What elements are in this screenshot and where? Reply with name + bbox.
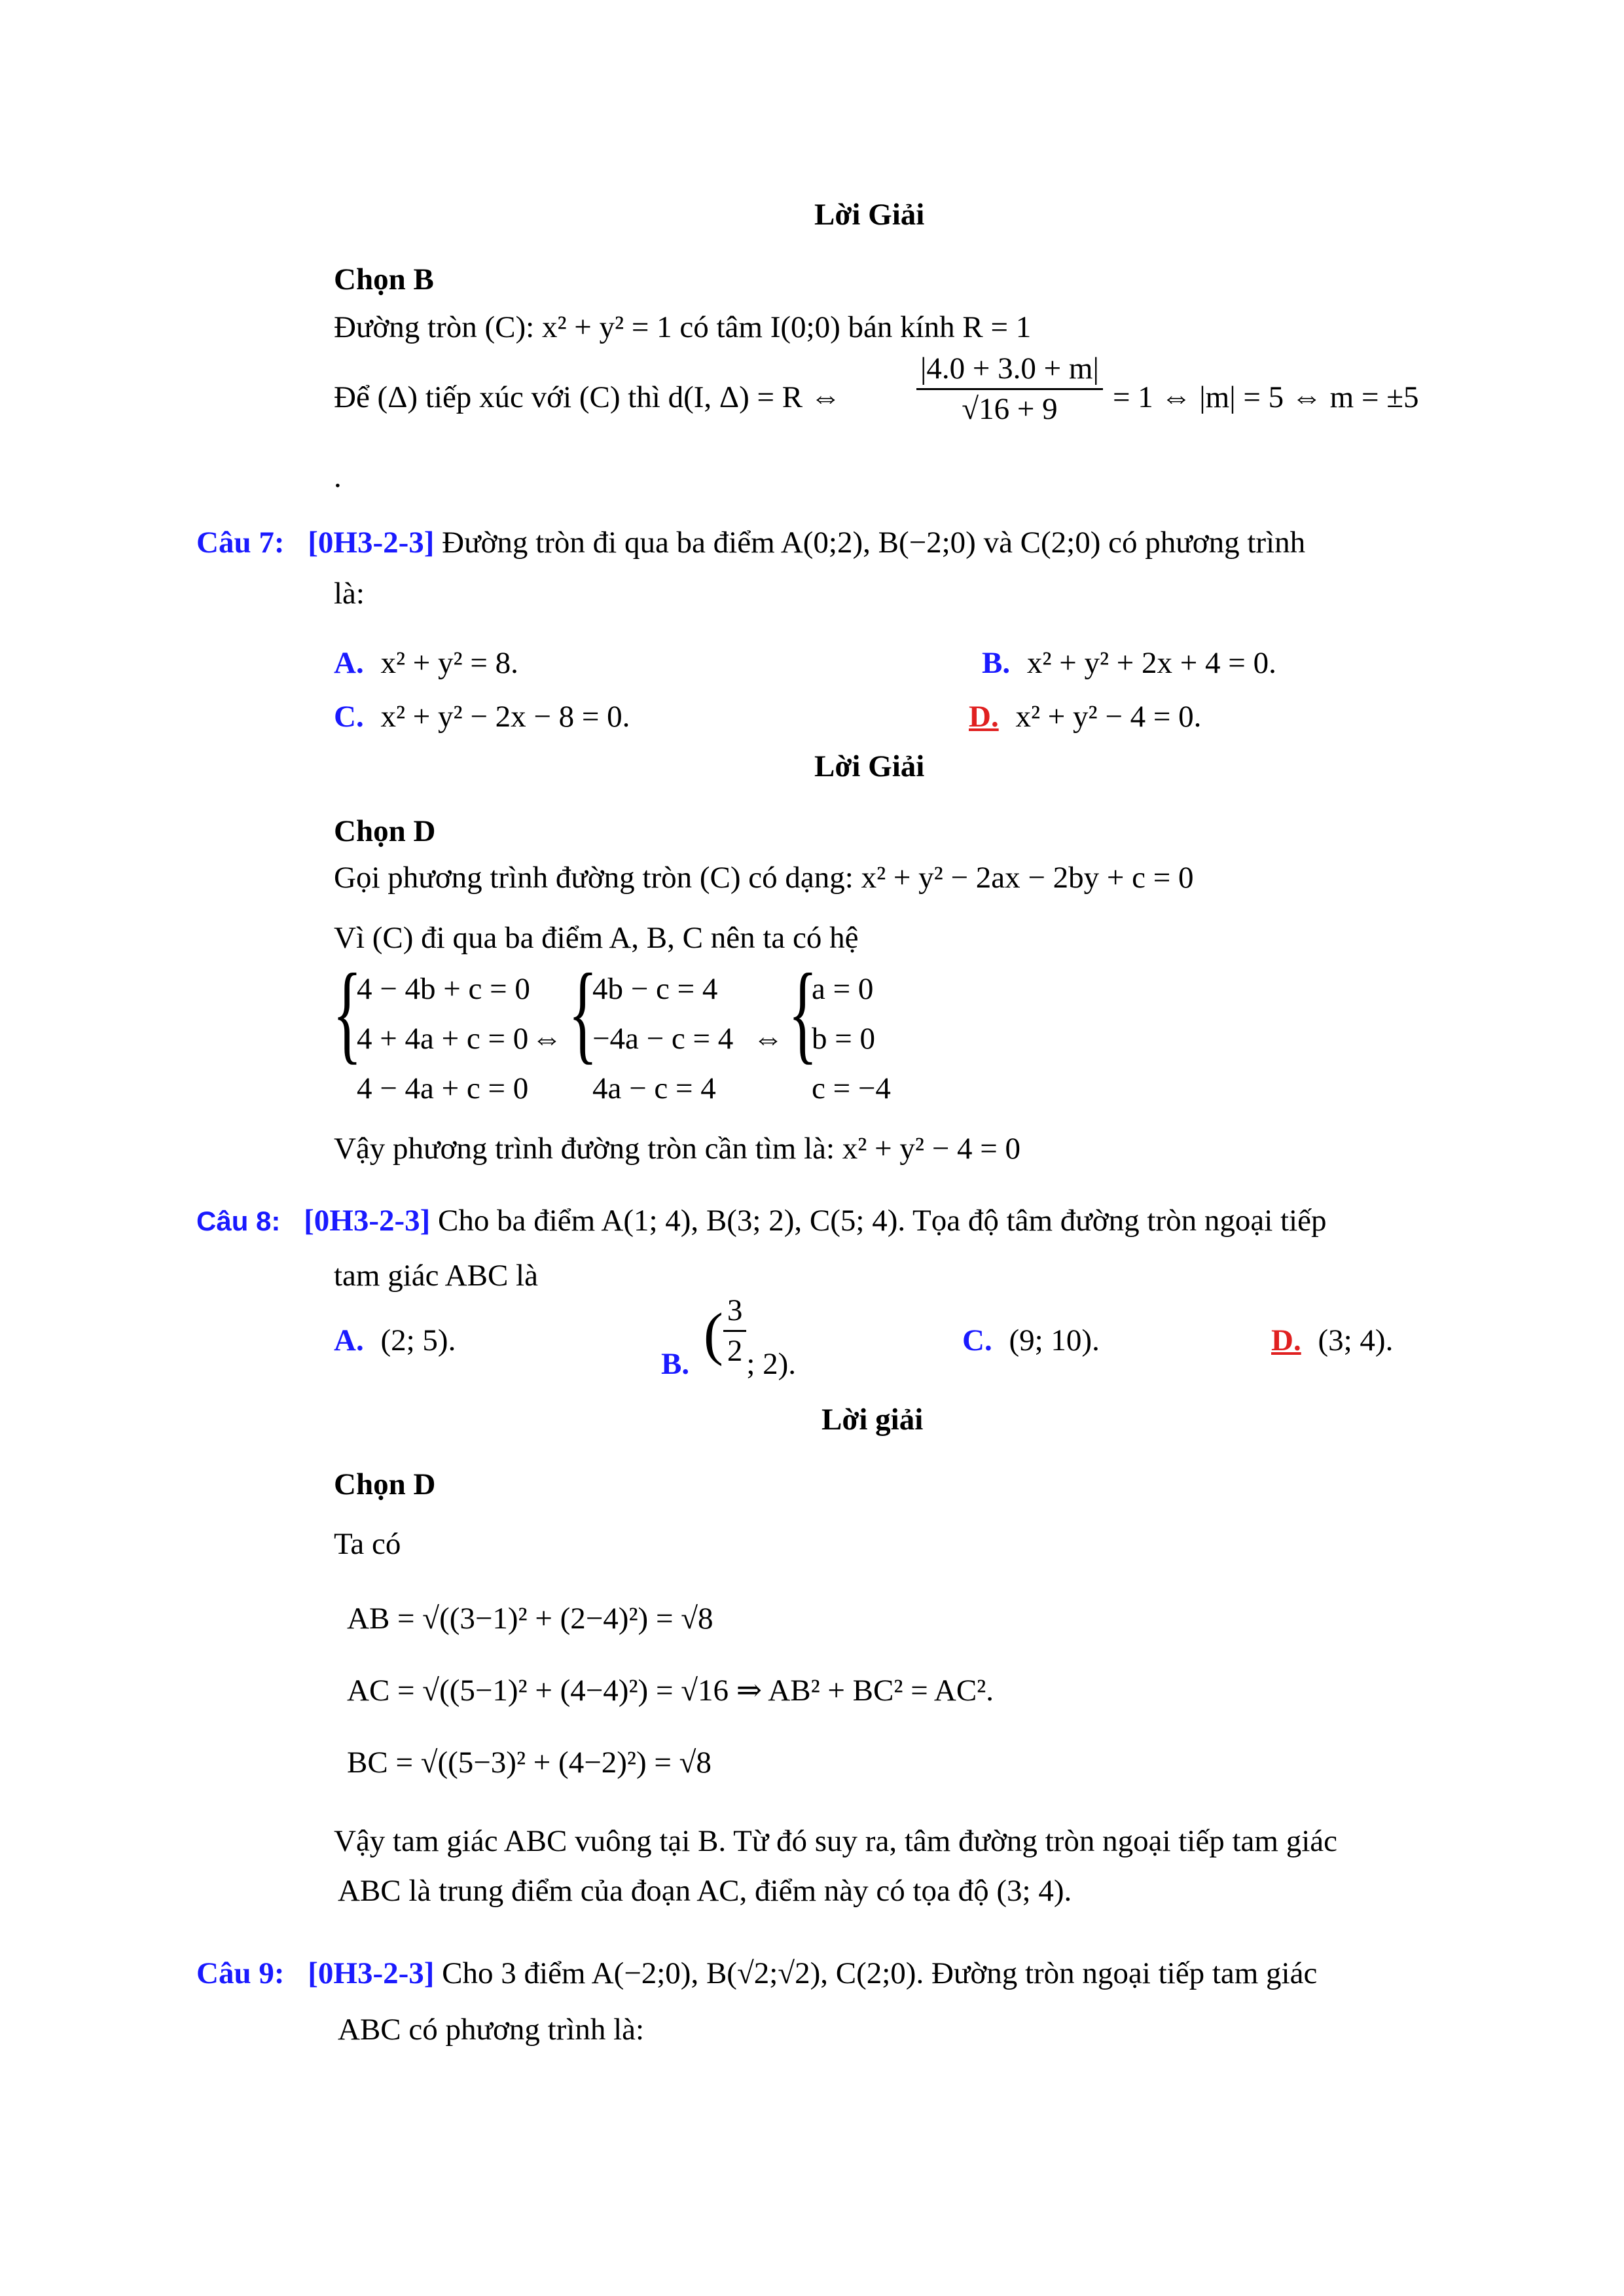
solution-heading: Lời Giải	[814, 198, 925, 232]
trailing-dot: .	[334, 460, 342, 494]
question-text: tam giác ABC là	[334, 1259, 538, 1293]
solution-line: = 1 ⇔ |m| = 5 ⇔ m = ±5	[1113, 380, 1419, 414]
chosen-answer: Chọn D	[334, 814, 436, 848]
option-c[interactable]	[334, 702, 630, 732]
distance-fraction	[916, 353, 1103, 425]
fraction-numerator: 3	[723, 1295, 747, 1332]
solution-line: Gọi phương trình đường tròn (C) có dạng: x² + y² − 2ax − 2by + c = 0	[334, 861, 1194, 895]
solution-line: Vậy tam giác ABC vuông tại B. Từ đó suy ra, tâm đường tròn ngoại tiếp tam giác	[334, 1824, 1337, 1858]
solution-heading: Lời giải	[821, 1403, 924, 1437]
option-key: C.	[334, 700, 364, 734]
solution-line: ABC là trung điểm của đoạn AC, điểm này có tọa độ (3; 4).	[338, 1874, 1072, 1908]
option-a[interactable]	[334, 648, 518, 679]
question-text: Cho 3 điểm A(−2;0), B(√2;√2), C(2;0). Đường tròn ngoại tiếp tam giác	[442, 1956, 1318, 1990]
left-paren: (	[703, 1302, 723, 1367]
question-label: Câu 9:	[196, 1956, 285, 1990]
fraction-denominator: 2	[727, 1333, 743, 1368]
option-d-correct[interactable]	[1271, 1325, 1393, 1356]
system-equation: 4 + 4a + c = 0	[357, 1022, 529, 1056]
equivalence-symbol: ⇔	[753, 1022, 784, 1056]
solution-heading: Lời Giải	[814, 749, 925, 783]
solution-line: Đường tròn (C): x² + y² = 1 có tâm I(0;0) bán kính R = 1	[334, 310, 1032, 344]
equation-bc: BC = √((5−3)² + (4−2)²) = √8	[347, 1746, 712, 1780]
option-key: B.	[661, 1347, 690, 1381]
question-code: [0H3-2-3]	[308, 526, 435, 560]
fraction-denominator: √16 + 9	[962, 392, 1058, 426]
option-a[interactable]	[334, 1325, 456, 1356]
question-text: Cho ba điểm A(1; 4), B(3; 2), C(5; 4). Tọa độ tâm đường tròn ngoại tiếp	[438, 1204, 1327, 1238]
solution-line: Ta có	[334, 1527, 401, 1561]
system-equation: 4 − 4a + c = 0	[357, 1071, 529, 1105]
chosen-answer: Chọn D	[334, 1467, 436, 1501]
equivalence-symbol: ⇔	[532, 1022, 562, 1056]
option-text: (3; 4).	[1318, 1323, 1394, 1357]
option-text: x² + y² − 4 = 0.	[1015, 700, 1202, 734]
system-equation: a = 0	[812, 972, 874, 1006]
option-c[interactable]	[962, 1325, 1100, 1356]
equation-ac: AC = √((5−1)² + (4−4)²) = √16 ⇒ AB² + BC² = AC².	[347, 1674, 994, 1708]
option-text: x² + y² = 8.	[380, 646, 518, 680]
question-label: Câu 8:	[196, 1206, 281, 1236]
option-b[interactable]	[661, 1293, 797, 1381]
option-key: A.	[334, 1323, 364, 1357]
option-text: x² + y² − 2x − 8 = 0.	[380, 700, 630, 734]
option-text: ; 2).	[746, 1347, 797, 1381]
solution-line: Vậy phương trình đường tròn cần tìm là: x² + y² − 4 = 0	[334, 1132, 1021, 1166]
option-text: (2; 5).	[380, 1323, 456, 1357]
system-equation: −4a − c = 4	[592, 1022, 734, 1056]
option-key: B.	[982, 646, 1011, 680]
question-9-header	[196, 1958, 1317, 1989]
solution-line: Vì (C) đi qua ba điểm A, B, C nên ta có hệ	[334, 921, 859, 955]
equation-ab: AB = √((3−1)² + (2−4)²) = √8	[347, 1602, 713, 1636]
option-key: D.	[1271, 1323, 1301, 1357]
option-key: D.	[969, 700, 999, 734]
option-b[interactable]	[982, 648, 1276, 679]
question-code: [0H3-2-3]	[308, 1956, 435, 1990]
question-text: Đường tròn đi qua ba điểm A(0;2), B(−2;0) và C(2;0) có phương trình	[442, 526, 1306, 560]
system-equation: c = −4	[812, 1071, 891, 1105]
system-equation: 4 − 4b + c = 0	[357, 972, 530, 1006]
option-key: A.	[334, 646, 364, 680]
question-label: Câu 7:	[196, 526, 285, 560]
option-fraction	[723, 1295, 747, 1367]
left-brace: {	[568, 951, 598, 1074]
question-text: là:	[334, 577, 365, 611]
system-equation: 4a − c = 4	[592, 1071, 716, 1105]
question-code: [0H3-2-3]	[304, 1204, 431, 1238]
left-brace: {	[788, 951, 818, 1074]
option-d-correct[interactable]	[969, 702, 1201, 732]
question-text: ABC có phương trình là:	[338, 2013, 645, 2047]
question-7-header	[196, 528, 1305, 558]
option-text: x² + y² + 2x + 4 = 0.	[1026, 646, 1276, 680]
option-key: C.	[962, 1323, 992, 1357]
fraction-numerator: |4.0 + 3.0 + m|	[916, 353, 1103, 390]
left-brace: {	[333, 951, 362, 1074]
system-equation: b = 0	[812, 1022, 876, 1056]
option-text: (9; 10).	[1009, 1323, 1100, 1357]
question-8-header	[196, 1206, 1326, 1236]
solution-line: Để (Δ) tiếp xúc với (C) thì d(I, Δ) = R ⇔	[334, 380, 841, 414]
chosen-answer: Chọn B	[334, 262, 434, 296]
system-equation: 4b − c = 4	[592, 972, 718, 1006]
